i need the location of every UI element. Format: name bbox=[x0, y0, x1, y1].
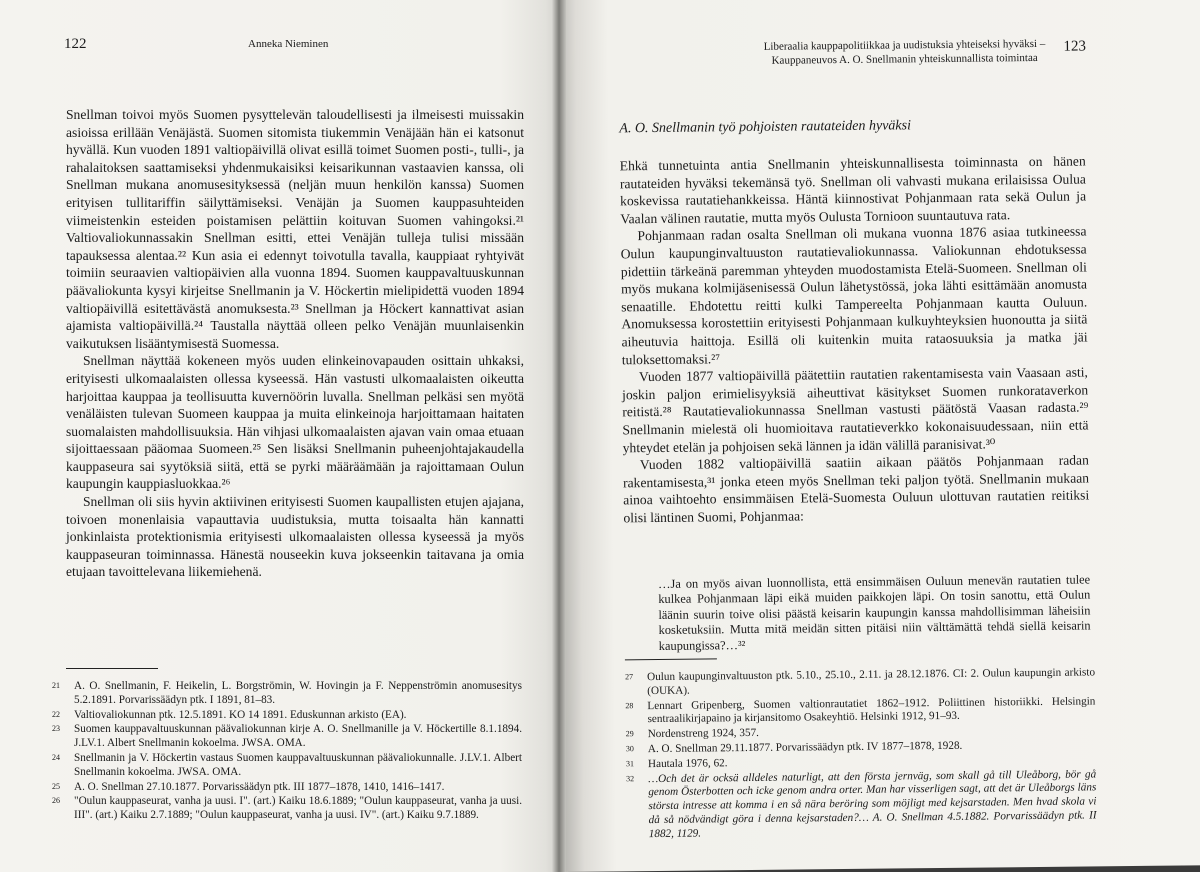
footnote-rule bbox=[66, 668, 158, 669]
footnote: 29 Nordenstreng 1924, 357. bbox=[625, 727, 760, 741]
running-head: Anneka Nieminen bbox=[248, 38, 329, 50]
running-head-line: Liberaalia kauppapolitiikkaa ja uudistuksia yhteiseksi hyväksi – bbox=[763, 37, 1046, 53]
left-body-text bbox=[66, 106, 524, 581]
footnote: 31 Hautala 1976, 62. bbox=[625, 757, 728, 770]
running-head-line: Kauppaneuvos A. O. Snellmanin yhteiskunnallista toimintaa bbox=[771, 51, 1038, 67]
right-page bbox=[556, 0, 1200, 872]
paragraph: Snellman toivoi myös Suomen pysyttelevän taloudellisesti ja ilmeisesti muissakin asioissa erillään Venäjästä. Suomen sitomista tiukemmin Venäjään hän ei katsonut hyvällä. Kun vuoden 1891 valtiopäivillä olivat esillä toimet Suomen posti-, tulli-, ja rahalaitoksen saattamiseksi yhdenmukaisiksi keisarikunnan vastaavien kanssa, oli Snellman mukana anomusesityksessä (neljän muun henkilön kanssa) Suomen erityisen tullitariffin säilyttämiseksi. Venäjän ja Suomen kauppasuhteiden viimeistenkin esteiden poistamisen pelättiin koituvan Suomen vahingoksi.²¹ Valtiovaliokunnassakin Snellman esitti, ettei Venäjän tulleja tulisi missään tapauksessa alentaa.²² Kun asia ei edennyt toivotulla tavalla, kauppiaat ryhtyivät toimiin seuraavien valtiopäivien alla vuonna 1894. Suomen kauppavaltuuskunnan päävaliokunta kysyi kirjeitse Snellmanin ja V. Höckertin mielipidettä vuoden 1894 valtiopäivillä esitettävästä anomuksesta.²³ Snellman ja Höckert kannattivat asian ajamista valtiopäivillä.²⁴ Taustalla näyttää olleen pelko Venäjän muunlaisenkin vaikutuksen lisääntymisestä Suomessa. bbox=[66, 107, 524, 351]
footnote: 32 …Och det är ocksä alldeles naturligt, att den första jernväg, som skall gå till Uleåborg, bör gå genom Österbotten och icke genom andra orter. Man har visserligen sagt, att det är Uleåborgs läns största intresse att komma i en så nära beröring som möjligt med kejsarstaden. Men hvad skola vi då så nödvändigt göra i denna kejsarstaden?… A. O. Snellman 4.5.1882. Porvarissäädyn ptk. II 1882, 1129. bbox=[626, 767, 1097, 840]
section-title: A. O. Snellmanin työ pohjoisten rautateiden hyväksi bbox=[619, 118, 912, 137]
footnote: 27 Oulun kaupunginvaltuuston ptk. 5.10., 25.10., 2.11. ja 28.12.1876. CI: 2. Oulun kaupungin arkisto (OUKA). bbox=[625, 666, 1096, 697]
paragraph: Vuoden 1882 valtiopäivillä saatiin aikaan päätös Pohjanmaan radan rakentamisesta,³¹ jonka eteen myös Snellman teki paljon työtä. Snellmanin mukaan ainoa vaihtoehto ensimmäisen Etelä-Suomesta Ouluun ulottuvan rautatien reitiksi olisi läntinen Suomi, Pohjanmaa: bbox=[622, 452, 1090, 526]
left-footnotes bbox=[52, 680, 522, 824]
footnote-rule bbox=[625, 658, 717, 660]
paragraph: Snellman oli siis hyvin aktiivinen erityisesti Suomen kaupallisten etujen ajajana, toivoen monenlaisia vapauttavia uudistuksia, mutta toisaalta hän kannatti jonkinlaista protektionismia erityisesti ulkomaalaisten ollessa kyseessä ja myös kauppaseuran toiminnassa. Hänestä nouseekin kuva jokseenkin taitavana ja omia etujaan tavoittelevana liikemiehenä. bbox=[66, 494, 524, 580]
page-number: 122 bbox=[64, 36, 87, 52]
footnote: 24 Snellmanin ja V. Höckertin vastaus Suomen kauppavaltuuskunnan päävaliokunnalle. J.LV.1. Albert Snellmanin kokoelma. JWSA. OMA. bbox=[52, 751, 522, 778]
paragraph: Snellman näyttää kokeneen myös uuden elinkeinovapauden osittain uhkaksi, erityisesti ulkomaalaisten ollessa kyseessä. Hän vastusti ulkomaalaisten oikeutta harjoittaa kauppaa ja teollisuutta kuvernöörin luvalla. Snellman pelkäsi sen myötä venäläisten tulevan Suomeen kauppaa ja muita elinkeinoja harjoittamaan haitaten suomalaisten mahdollisuuksia. Hän vihjasi ulkomaalaisten ajavan vain omaa etuaan sijoittaessaan pääomaa Suomeen.²⁵ Sen lisäksi Snellmanin puheenjohtajakaudella kauppaseura sai syytöksiä siitä, että se pyrki määräämään ja rajoittamaan Oulun kaupungin kauppiasluokkaa.²⁶ bbox=[66, 353, 524, 492]
right-body-text bbox=[620, 152, 1090, 526]
footnote: 26 "Oulun kauppaseurat, vanha ja uusi. I". (art.) Kaiku 18.6.1889; "Oulun kauppaseurat, vanha ja uusi. III". (art.) Kaiku 2.7.1889; "Oulun kauppaseurat, vanha ja uusi. IV". (art.) Kaiku 9.7.1889. bbox=[52, 795, 522, 822]
footnote: 21 A. O. Snellmanin, F. Heikelin, L. Borgströmin, W. Hovingin ja F. Neppenströmin anomusesitys 5.2.1891. Porvarissäädyn ptk. I 1891, 81–83. bbox=[52, 680, 522, 706]
footnote: 30 A. O. Snellman 29.11.1877. Porvarissäädyn ptk. IV 1877–1878, 1928. bbox=[625, 739, 963, 756]
footnote: 28 Lennart Gripenberg, Suomen valtionrautatiet 1862–1912. Poliittinen historiikki. Helsingin sentraalikirjapaino ja kirjansitomo Osakeyhtiö. Helsinki 1912, 91–93. bbox=[625, 694, 1096, 726]
left-page bbox=[0, 0, 568, 872]
paragraph: Pohjanmaan radan osalta Snellman oli mukana vuonna 1876 asiaa tutkineessa Oulun kaupunginvaltuuston rautatievaliokunnassa. Valiokunnan ehdotuksessa pidettiin tärkeänä paremman yhteyden muodostamista Etelä-Suomeen. Snellman oli myös mukana kolmijäsenisessä Oulun lähetystössä, joka lähti esittämään anomusta senaatille. Ehdotettu reitti kulki Tampereelta Pohjanmaan kautta Ouluun. Anomuksessa korostettiin erityisesti Pohjanmaan kulkuyhteyksien huonoutta ja siitä aiheutuvia haittoja. Esillä oli kuitenkin muita rataosuuksia ja matka jäi tuloksettomaksi.²⁷ bbox=[620, 223, 1088, 367]
page-number: 123 bbox=[1063, 38, 1087, 55]
paragraph: Vuoden 1877 valtiopäivillä päätettiin rautatien rakentamisesta vain Vaasaan asti, joskin paljon erimielisyyksiä aiheuttivat käsitykset Suomen runkorataverkon reitistä.²⁸ Rautatievaliokunnassa Snellman vastusti päätöstä Vaasan radasta.²⁹ Snellmanin mielestä oli huomioitava rautatieverkko kokonaisuudessaan, niin että yhteydet etelän ja pohjoisen sekä lännen ja idän välillä paranisivat.³⁰ bbox=[622, 364, 1089, 455]
footnote: 25 A. O. Snellman 27.10.1877. Porvarissäädyn ptk. III 1877–1878, 1410, 1416–1417. bbox=[52, 780, 445, 793]
running-head bbox=[704, 36, 1104, 68]
block-quote: …Ja on myös aivan luonnollista, että ensimmäisen Ouluun menevän rautatien tulee kulkea Pohjanmaan läpi eikä muiden paikkojen läpi. On tosin sanottu, että Oulun läänin suurin toive olisi päästä keisarin kaupungin kanssa mahdollisimman läheisiin kosketuksiin. Mutta mitä meidän sitten pitäisi niin välttämättä tehdä siellä keisarin kaupungissa?…³² bbox=[658, 572, 1091, 653]
paragraph: Ehkä tunnetuinta antia Snellmanin yhteiskunnallisesta toiminnasta on hänen rautateiden hyväksi tekemänsä työ. Snellman oli vahvasti mukana erilaisissa Oulua koskevissa rautatiehankkeissa. Häntä kiinnostivat Pohjanmaan rata sekä Oulun ja Vaalan välinen rautatie, mutta myös Oulusta Tornioon suuntautuva rata. bbox=[619, 153, 1087, 227]
book-gutter bbox=[552, 0, 566, 872]
right-footnotes bbox=[625, 666, 1097, 842]
footnote: 23 Suomen kauppavaltuuskunnan päävaliokunnan kirje A. O. Snellmanille ja V. Höckertille 8.1.1894. J.LV.1. Albert Snellmanin kokoelma. JWSA. OMA. bbox=[52, 723, 522, 750]
footnote: 22 Valtiovaliokunnan ptk. 12.5.1891. KO 14 1891. Eduskunnan arkisto (EA). bbox=[52, 708, 407, 721]
